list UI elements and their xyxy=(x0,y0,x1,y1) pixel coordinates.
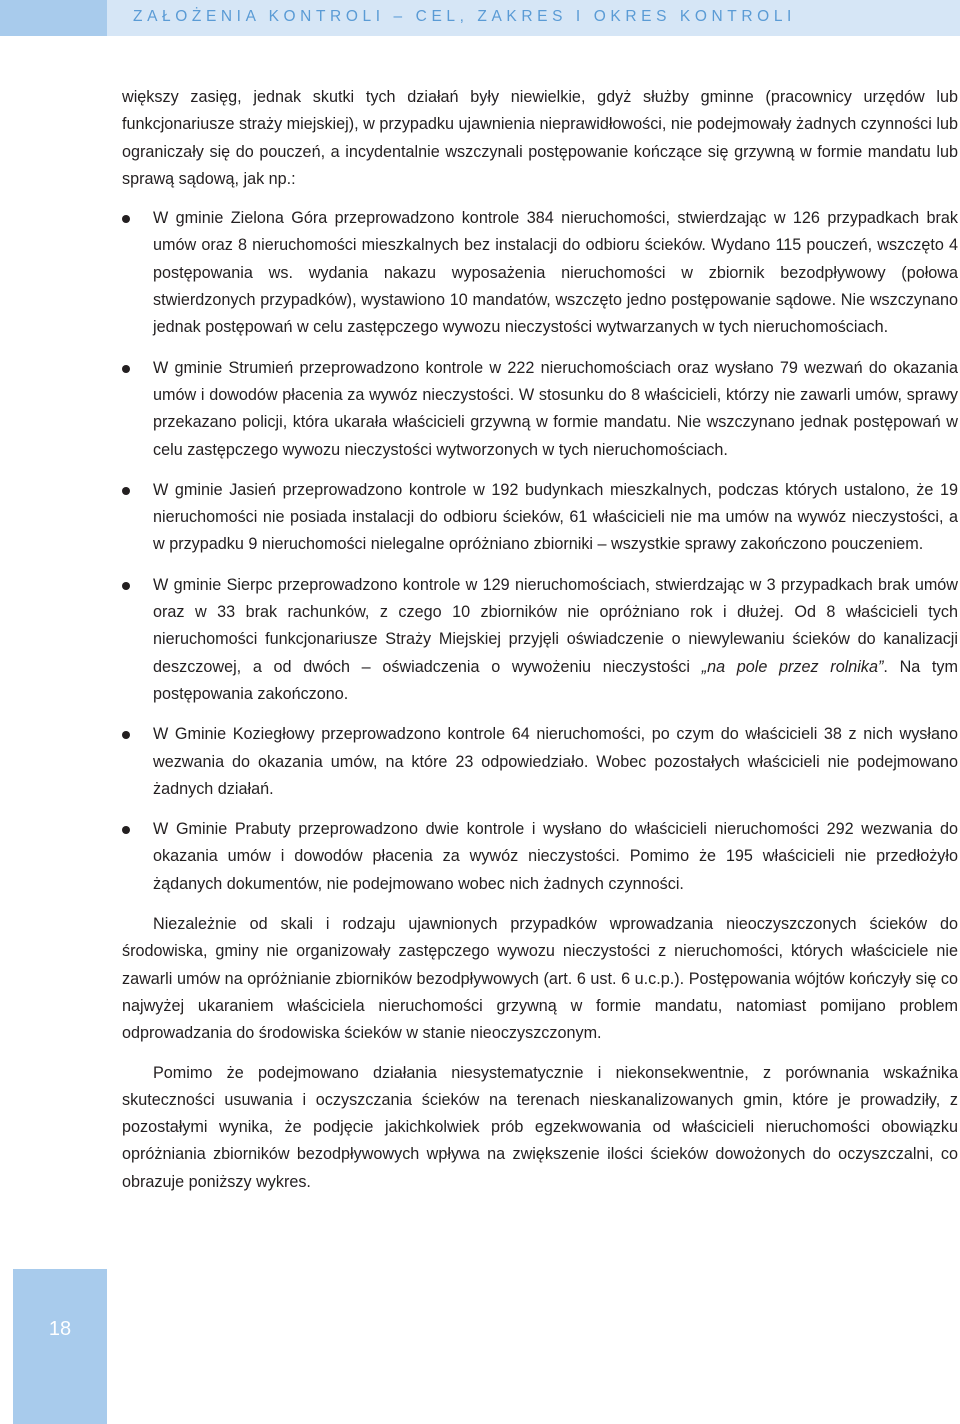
list-item-text: W gminie Strumień przeprowadzono kontrole w 222 nieruchomościach oraz wysłano 79 wezwań do okazania umów i dowodów płacenia za wywóz nieczystości. W stosunku do 8 właścicieli, którzy nie zawarli umów, sprawy przekazano policji, która ukarała właścicieli grzywną w formie mandatu. Nie wszczynano jednak postępowań w celu zastępczego wywozu nieczystości wytworzonych w tych nieruchomościach. xyxy=(153,358,958,459)
intro-paragraph: większy zasięg, jednak skutki tych działań były niewielkie, gdyż służby gminne (pracownicy urzędów lub funkcjonariusze straży miejskiej), w przypadku ujawnienia nieprawidłowości, nie podejmowały żadnych czynności lub ograniczały się do pouczeń, a incydentalnie wszczynali postępowanie kończące się grzywną w formie mandatu lub sprawą sądową, jak np.: xyxy=(122,88,958,188)
page-number: 18 xyxy=(48,1318,72,1340)
running-header-title: ZAŁOŻENIA KONTROLI – CEL, ZAKRES I OKRES KONTROLI xyxy=(133,8,796,25)
header-bar xyxy=(0,0,960,36)
list-item-strumien xyxy=(122,355,958,464)
list-item-prabuty xyxy=(122,816,958,898)
page-number-tab xyxy=(13,1269,107,1424)
list-item-text: W Gminie Prabuty przeprowadzono dwie kontrole i wysłano do właścicieli nieruchomości 292 wezwania do okazania umów i dowodów płacenia za wywóz nieczystości. Pomimo że 195 właścicieli nie przedłożyło żądanych dokumentów, nie podejmowano wobec nich żadnych czynności. xyxy=(153,820,958,893)
list-item-text-end: . Na tym postępowania zakończono. xyxy=(153,657,959,703)
list-item-jasien xyxy=(122,477,958,559)
list-item-text: W Gminie Koziegłowy przeprowadzono kontrole 64 nieruchomości, po czym do właścicieli 38 z nich wysłano wezwania do okazania umów, na które 23 odpowiedziało. Wobec pozostałych właścicieli nie podejmowano żadnych działań. xyxy=(153,725,958,798)
list-item-koziegłowy xyxy=(122,721,958,803)
bullet-dot-icon xyxy=(122,365,130,373)
bullet-dot-icon xyxy=(122,731,130,739)
bullet-dot-icon xyxy=(122,582,130,590)
list-item-zielona-gora xyxy=(122,205,958,341)
bullet-dot-icon xyxy=(122,826,130,834)
examples-list xyxy=(122,205,958,898)
bullet-dot-icon xyxy=(122,487,130,495)
header-accent-block xyxy=(0,0,107,36)
list-item-text: W gminie Jasień przeprowadzono kontrole w 192 budynkach mieszkalnych, podczas których ustalono, że 19 nieruchomości nie posiada instalacji do odbioru ścieków, 61 właścicieli nie ma umów na wywóz nieczystości, a w przypadku 9 nieruchomości nielegalne opróżniano zbiorniki – wszystkie sprawy zakończono pouczeniem. xyxy=(153,480,958,554)
list-item-text: W gminie Zielona Góra przeprowadzono kontrole 384 nieruchomości, stwierdzając w 126 przypadkach brak umów oraz 8 nieruchomości mieszkalnych bez instalacji do odbioru ścieków. Wydano 115 pouczeń, wszczęto 4 postępowania ws. wydania nakazu wyposażenia nieruchomości w zbiornik bezodpływowy (połowa stwierdzonych przypadków), wystawiono 10 mandatów, wszczęto jedno postępowanie sądowe. Nie wszczynano jednak postępowań w celu zastępczego wywozu nieczystości wytwarzanych w tych nieruchomościach. xyxy=(153,209,958,337)
list-item-text: W gminie Sierpc przeprowadzono kontrole w 129 nieruchomościach, stwierdzając w 3 przypadkach brak umów oraz w 33 brak rachunków, z czego 10 zbiorników nie opróżniano rok i dłużej. Od 8 właścicieli tych nieruchomości funkcjonariusze Straży Miejskiej przyjęli oświadczenie o niewylewaniu ścieków do kanalizacji deszczowej, a od dwóch – oświadczenia o wywożeniu nieczystości xyxy=(153,575,958,676)
body-paragraph: Niezależnie od skali i rodzaju ujawnionych przypadków wprowadzania nieoczyszczonych ścieków do środowiska, gminy nie organizowały zastępczego wywozu nieczystości z nieruchomości, których właściciele nie zawarli umów na opróżnianie zbiorników bezodpływowych (art. 6 ust. 6 u.c.p.). Postępowania wójtów kończyły się co najwyżej ukaraniem właściciela nieruchomości grzywną w formie mandatu, natomiast pomijano problem odprowadzania do środowiska ścieków w stanie nieoczyszczonym. xyxy=(122,915,958,1043)
list-item-quote: „na pole przez rolnika” xyxy=(701,657,884,676)
body-paragraph: Pomimo że podejmowano działania niesystematycznie i niekonsekwentnie, z porównania wskaźnika skuteczności usuwania i oczyszczania ścieków na terenach nieskanalizowanych gmin, które je prowadziły, z pozostałymi wynika, że podjęcie jakichkolwiek prób egzekwowania od właścicieli nieruchomości obowiązku opróżniania zbiorników bezodpływowych wpływa na zwiększenie ilości ścieków dowożonych do oczyszczalni, co obrazuje poniższy wykres. xyxy=(122,1063,958,1191)
list-item-sierpc xyxy=(122,572,958,708)
bullet-dot-icon xyxy=(122,215,130,223)
page-body xyxy=(122,84,958,1196)
